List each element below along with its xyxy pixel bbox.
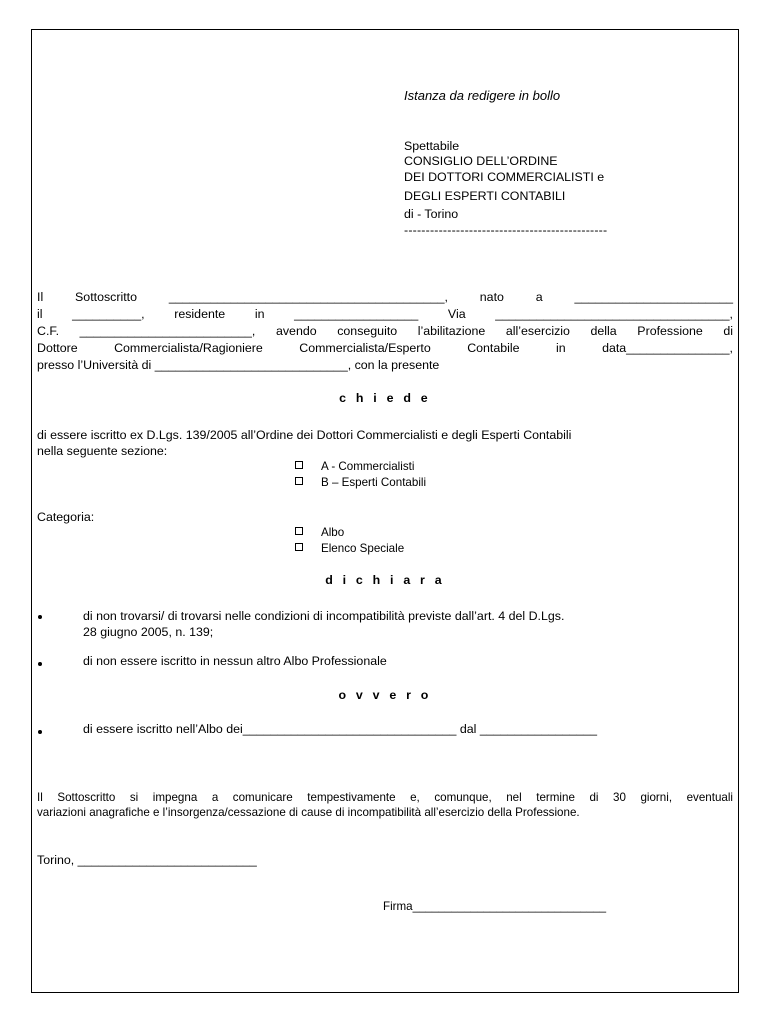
document-page (31, 29, 739, 993)
bullet-icon (38, 662, 42, 666)
elenco-speciale-checkbox[interactable] (295, 543, 303, 551)
sezione-a-label: A - Commercialisti (321, 460, 415, 473)
impegno-line: Il Sottoscritto si impegna a comunicare tempestivamente e, comunque, nel termine di 30 giorni, eventuali (37, 791, 733, 804)
intro-line: C.F. _________________________, avendo conseguito l’abilitazione all’esercizio della Professione di (37, 324, 733, 338)
sezione-a-checkbox[interactable] (295, 461, 303, 469)
ovvero-heading: o v v e r o (338, 688, 432, 702)
albo-label: Albo (321, 526, 345, 539)
categoria-label: Categoria: (37, 510, 95, 524)
elenco-speciale-label: Elenco Speciale (321, 542, 405, 555)
address-line: DEI DOTTORI COMMERCIALISTI e (404, 170, 605, 184)
address-line: CONSIGLIO DELL’ORDINE (404, 154, 558, 168)
address-rule: ----------------------------------------------- (404, 223, 608, 237)
signature-line: Firma______________________________ (383, 900, 607, 913)
dichiara-heading: d i c h i a r a (325, 573, 445, 587)
intro-line: Il Sottoscritto ________________________________________, nato a _______________________ (37, 290, 733, 304)
address-line: Spettabile (404, 139, 460, 153)
intro-line: presso l’Università di ____________________________, con la presente (37, 358, 440, 372)
intro-line: Dottore Commercialista/Ragioniere Commercialista/Esperto Contabile in data_______________, (37, 341, 733, 355)
dichiara-item-1: di non trovarsi/ di trovarsi nelle condizioni di incompatibilità previste dall’art. 4 del D.Lgs. (83, 609, 565, 623)
chiede-text: nella seguente sezione: (37, 444, 168, 458)
sezione-b-checkbox[interactable] (295, 477, 303, 485)
albo-checkbox[interactable] (295, 527, 303, 535)
chiede-heading: c h i e d e (339, 391, 431, 405)
dichiara-item-1-cont: 28 giugno 2005, n. 139; (83, 625, 214, 639)
address-line: di - Torino (404, 207, 459, 221)
intro-line: il __________, residente in __________________ Via __________________________________, (37, 307, 733, 321)
dichiara-item-2: di non essere iscritto in nessun altro Albo Professionale (83, 654, 387, 668)
ovvero-item: di essere iscritto nell’Albo dei_______________________________ dal _________________ (83, 722, 597, 736)
chiede-text: di essere iscritto ex D.Lgs. 139/2005 all’Ordine dei Dottori Commercialisti e degli Esperti Contabili (37, 428, 572, 442)
address-line: DEGLI ESPERTI CONTABILI (404, 189, 566, 203)
bullet-icon (38, 730, 42, 734)
impegno-line: variazioni anagrafiche e l’insorgenza/cessazione di cause di incompatibilità all’esercizio della Professione. (37, 806, 580, 819)
bullet-icon (38, 615, 42, 619)
sezione-b-label: B – Esperti Contabili (321, 476, 427, 489)
place-date: Torino, __________________________ (37, 853, 257, 867)
instruction-note: Istanza da redigere in bollo (404, 88, 561, 103)
